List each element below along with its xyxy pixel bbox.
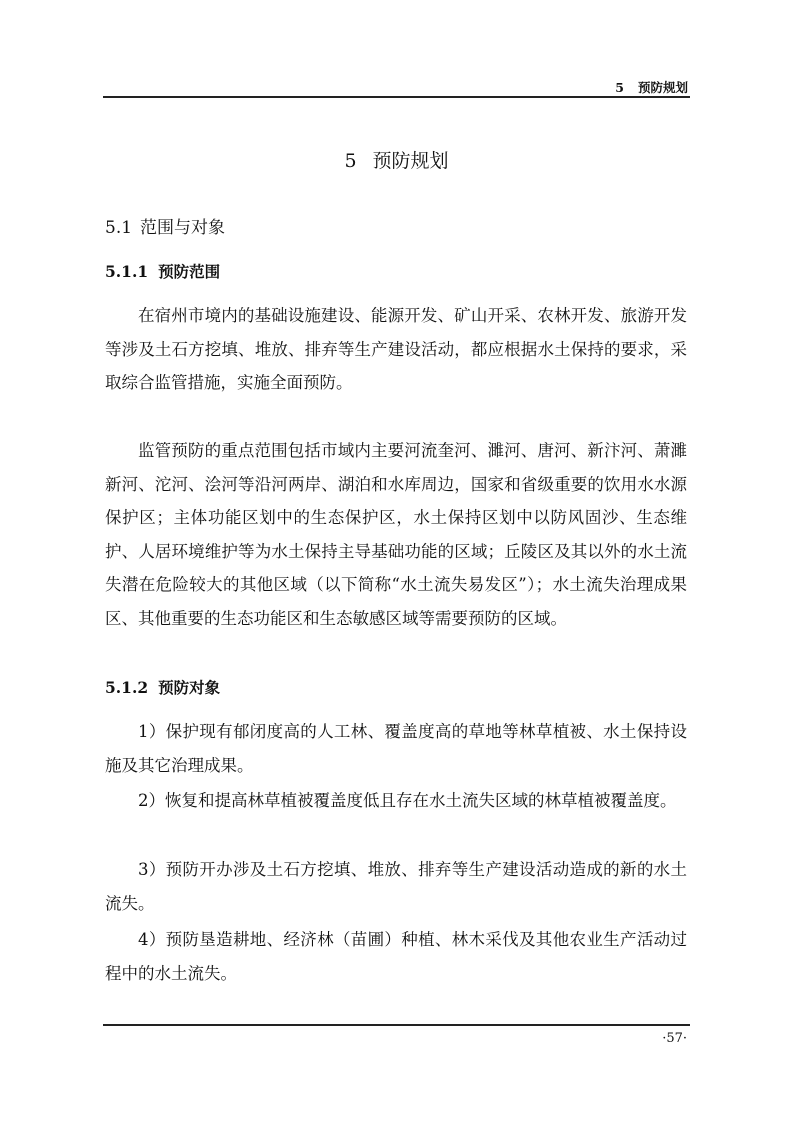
object-item-1: 1）保护现有郁闭度高的人工林、覆盖度高的草地等林草植被、水土保持设施及其它治理成果。 [105,722,687,775]
section-5-1-title: 范围与对象 [140,218,226,238]
section-5-1-2-title: 预防对象 [158,678,221,697]
chapter-title [0,146,793,173]
page-number: ·57· [662,1031,687,1046]
object-item-3: 3）预防开办涉及土石方挖填、堆放、排弃等生产建设活动造成的新的水土流失。 [105,860,687,913]
section-5-1-1-number: 5.1.1 [105,262,149,281]
section-5-1-1-heading [105,260,220,282]
scope-paragraph-1: 在宿州市境内的基础设施建设、能源开发、矿山开采、农林开发、旅游开发等涉及土石方挖填、堆放、排弃等生产建设活动，都应根据水土保持的要求，采取综合监管措施，实施全面预防。 [105,306,687,392]
section-5-1-2-number: 5.1.2 [105,678,149,697]
object-item-2: 2）恢复和提高林草植被覆盖度低且存在水土流失区域的林草植被覆盖度。 [138,791,677,810]
chapter-title-text: 预防规划 [372,150,449,172]
section-5-1-heading [105,213,225,238]
scope-paragraph-2: 监管预防的重点范围包括市域内主要河流奎河、濉河、唐河、新汴河、萧濉新河、沱河、浍河等沿河两岸、湖泊和水库周边，国家和省级重要的饮用水水源保护区；主体功能区划中的生态保护区，水土保持区划中以防风固沙、生态维护、人居环境维护等为水土保持主导基础功能的区域；丘陵区及其以外的水土流失潜在危险较大的其他区域（以下简称“水土流失易发区”）；水土流失治理成果区、其他重要的生态功能区和生态敏感区域等需要预防的区域。 [105,441,687,628]
running-header [615,78,688,96]
object-item-4: 4）预防垦造耕地、经济林（苗圃）种植、林木采伐及其他农业生产活动过程中的水土流失。 [105,930,687,983]
running-header-chapter-number: 5 [615,80,624,95]
header-rule [103,96,690,98]
section-5-1-2-heading [105,676,220,698]
running-header-chapter-title: 预防规划 [637,80,688,95]
section-5-1-1-title: 预防范围 [158,262,221,281]
footer-rule [103,1024,690,1026]
section-5-1-number: 5.1 [105,218,133,238]
chapter-number: 5 [344,150,357,172]
